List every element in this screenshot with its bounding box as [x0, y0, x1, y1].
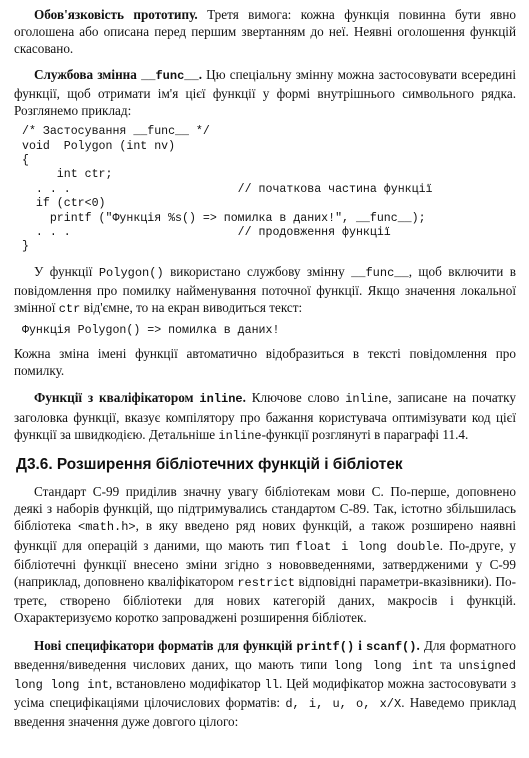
term-format-specifiers: Нові специфікатори форматів для функцій printf() і scanf().: [34, 637, 420, 654]
paragraph-text: Цю спеціальну змінну можна застосовувати всередині функції, щоб отримати ім'я цієї функції у формі внутрішнього символьного рядка. Розглянемо приклад:: [14, 66, 516, 119]
term-prototype: Обов'язковість прототипу.: [34, 7, 198, 22]
code-output-message: Функція Polygon() => помилка в даних!: [22, 324, 280, 338]
paragraph-format-specifiers: Нові специфікатори форматів для функцій printf() і scanf(). Для форматного введення/виведення числових даних, що мають типи long long int та unsigned long long int, встановлено модифікатор ll. Цей модифікатор можна застосовувати з усіма специфікаціями цілочислових форматів: d, i, u, o, x/X. Наведемо приклад введення значення дуже довгого цілого:: [14, 637, 516, 730]
term-inline: Функції з кваліфікатором inline.: [34, 390, 246, 407]
paragraph-text: Третя вимога: кожна функція повинна бути явно оголошена або описана перед першим звертанням до неї. Неявні оголошення функцій скасовано.: [14, 7, 516, 57]
paragraph-inline: Функції з кваліфікатором inline. Ключове слово inline, записане на початку заголовка функції, вказує компілятору про бажання користувача оптимізувати код цієї функції за швидкодією. Детальніше inline-функції розглянуті в параграфі 11.4.: [14, 390, 516, 443]
paragraph-library-extensions: Стандарт С-99 приділив значну увагу бібліотекам мови С. По-перше, доповнено деякі з наборів функцій, що підтримувались стандартом С-89. Так, істотно збільшилась бібліотека <math.h>, в яку введено ряд нових функцій, а також розширено наявні функції для операцій з даними, що мають тип float i long double. По-друге, у бібліотечні функції внесено зміни згідно з нововведеннями, затвердженими у С-99 (наприклад, доповнено кваліфікатором restrict відповідні параметри-вказівники). По-третє, створено бібліотеки для нових категорій даних, макросів і функцій. Охарактеризуємо коротко запроваджені розширення бібліотек.: [14, 483, 516, 626]
paragraph-prototype: [14, 6, 516, 58]
paragraph-rename-note: Кожна зміна імені функції автоматично відобразиться в тексті повідомлення про помилку.: [14, 345, 516, 379]
term-func-variable: Службова змінна __func__.: [34, 66, 202, 83]
code-listing-func: /* Застосування __func__ */ void Polygon (int nv) { int ctr; . . . // початкова частина функції if (ctr<0) printf ("Функція %s() => помилка в даних!", __func__); . . . // продовження функції }: [22, 125, 433, 254]
section-heading: Д3.6. Розширення бібліотечних функцій і бібліотек: [16, 455, 403, 473]
paragraph-polygon-explanation: У функції Polygon() використано службову змінну __func__, щоб включити в повідомлення про помилку найменування поточної функції. Якщо значення локальної змінної ctr від'ємне, то на екран виводиться текст:: [14, 263, 516, 317]
paragraph-func-variable: [14, 66, 516, 120]
